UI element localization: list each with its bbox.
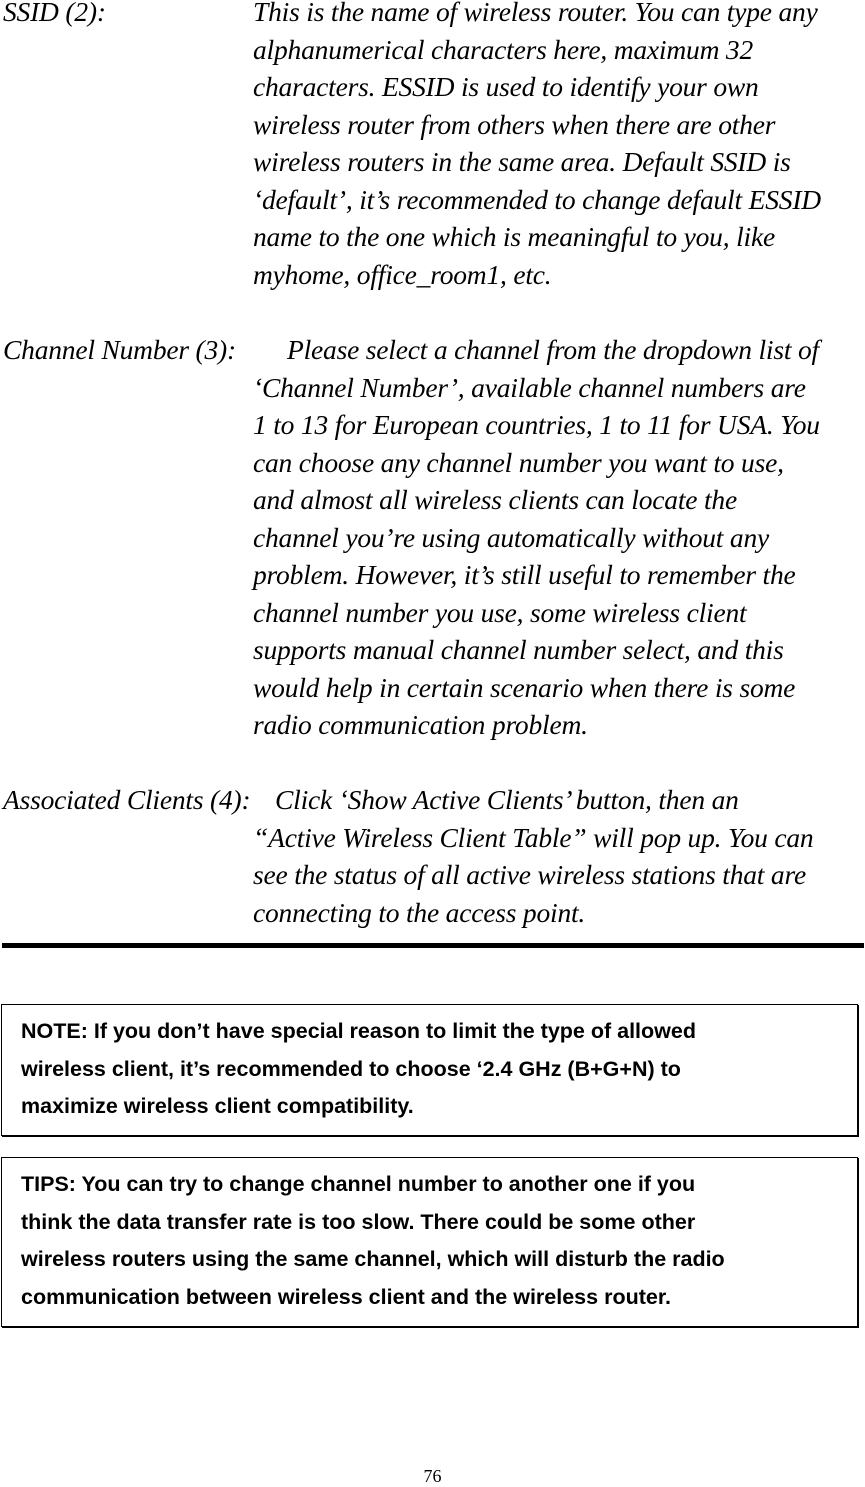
description-line: “Active Wireless Client Table” will pop up. You can [253,821,814,853]
description-line: ‘Channel Number’, available channel numbers are [253,371,806,403]
note-line: NOTE: If you don’t have special reason to limit the type of allowed [21,1019,696,1043]
description-line: Click ‘Show Active Clients’ button, then an [275,784,739,815]
description-line: can choose any channel number you want to use, [253,446,784,478]
description-line: supports manual channel number select, and this [253,634,784,665]
description-line: This is the name of wireless router. You can type any [253,0,818,27]
tips-line: communication between wireless client and the wireless router. [21,1284,671,1309]
description-line: 1 to 13 for European countries, 1 to 11 for USA. You [253,409,820,440]
description-line: radio communication problem. [253,709,588,740]
term-associated-clients: Associated Clients (4): [3,784,251,815]
note-line: wireless client, it’s recommended to choose ‘2.4 GHz (B+G+N) to [21,1056,681,1081]
description-line: wireless routers in the same area. Default SSID is [253,146,791,177]
term-ssid: SSID (2): [3,0,106,27]
description-channel-number [253,331,865,744]
tips-line: TIPS: You can try to change channel number to another one if you [21,1172,696,1196]
note-box [1,1004,858,1136]
description-line: name to the one which is meaningful to you, like [253,221,775,252]
section-divider [2,943,864,948]
description-line: Please select a channel from the dropdown list of [287,334,819,365]
definition-associated-clients [3,781,865,931]
description-line: channel you’re using automatically without any [253,521,770,553]
definition-channel-number [3,331,865,744]
description-line: ‘default’, it’s recommended to change default ESSID [253,183,821,215]
description-associated-clients [253,781,865,931]
description-ssid [253,0,865,293]
description-line: wireless router from others when there are other [253,108,776,140]
tips-box [1,1157,858,1327]
page-number: 76 [423,1466,442,1486]
description-line: myhome, office_room1, etc. [253,258,552,290]
description-line: alphanumerical characters here, maximum 32 [253,33,754,65]
description-line: and almost all wireless clients can locate the [253,484,737,515]
description-line: problem. However, it’s still useful to remember the [253,559,796,590]
description-line: channel number you use, some wireless client [253,596,747,628]
note-line: maximize wireless client compatibility. [21,1094,414,1118]
definition-ssid [3,0,865,293]
description-line: characters. ESSID is used to identify your own [253,71,759,102]
tips-line: wireless routers using the same channel, which will disturb the radio [21,1247,725,1271]
term-channel-number: Channel Number (3): [3,334,236,365]
description-line: would help in certain scenario when there is some [253,671,796,703]
description-line: connecting to the access point. [253,896,586,928]
description-line: see the status of all active wireless stations that are [253,859,806,890]
tips-line: think the data transfer rate is too slow. There could be some other [21,1209,696,1234]
